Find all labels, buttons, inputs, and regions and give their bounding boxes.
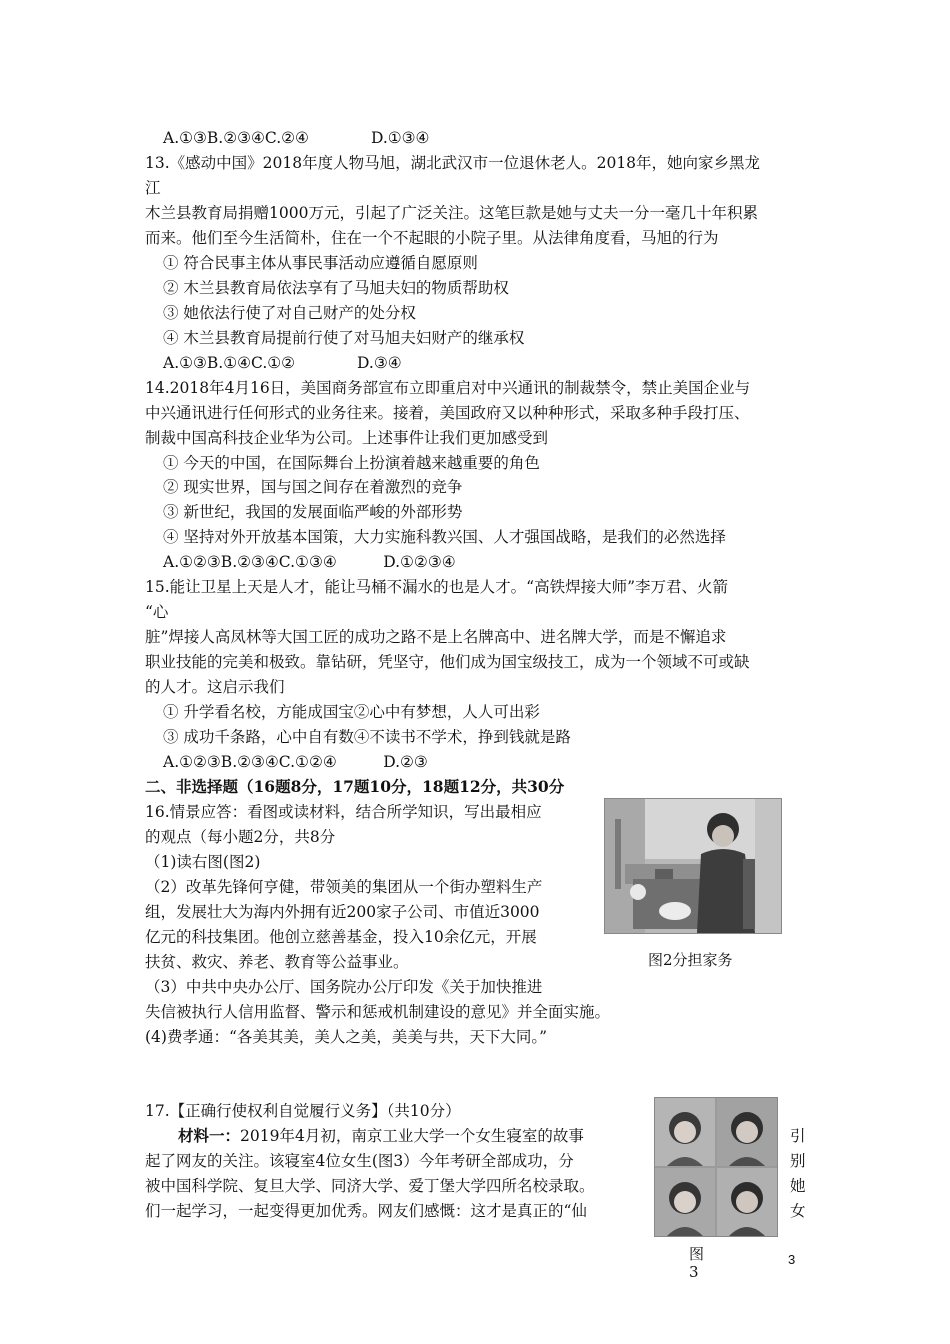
figure-3-caption-1: 图 bbox=[689, 1245, 705, 1263]
q14-stem-line: 14.2018年4月16日，美国商务部宣布立即重启对中兴通讯的制裁禁令，禁止美国企业与 bbox=[145, 379, 751, 397]
q13-item: ② 木兰县教育局依法享有了马旭夫妇的物质帮助权 bbox=[163, 279, 509, 297]
q16-line: 失信被执行人信用监督、警示和惩戒机制建设的意见》并全面实施。 bbox=[145, 1003, 611, 1021]
q14-item: ④ 坚持对外开放基本国策，大力实施科教兴国、人才强国战略，是我们的必然选择 bbox=[163, 528, 726, 546]
q13-item: ① 符合民事主体从事民事活动应遵循自愿原则 bbox=[163, 254, 478, 272]
figure-3-caption-2: 3 bbox=[689, 1263, 699, 1281]
q14-stem-line: 制裁中国高科技企业华为公司。上述事件让我们更加感受到 bbox=[145, 429, 549, 447]
q12-options: A.①③B.②③④C.②④ D.①③④ bbox=[163, 129, 430, 147]
q17-title: 17.【正确行使权利自觉履行义务】（共10分） bbox=[145, 1102, 461, 1120]
q15-stem-line: 职业技能的完美和极致。靠钻研，凭坚守，他们成为国宝级技工，成为一个领域不可或缺 bbox=[145, 653, 750, 671]
q17-wrap-char: 别 bbox=[790, 1152, 806, 1170]
q17-wrap-char: 她 bbox=[790, 1177, 806, 1195]
q15-stem-line: 15.能让卫星上天是人才，能让马桶不漏水的也是人才。“高铁焊接大师”李万君、火箭 bbox=[145, 578, 729, 596]
page-number: 3 bbox=[788, 1252, 796, 1267]
q15-options: A.①②③B.②③④C.①②④ D.②③ bbox=[163, 753, 428, 771]
q15-stem-line: “心 bbox=[145, 603, 169, 621]
q15-item: ① 升学看名校，方能成国宝②心中有梦想，人人可出彩 bbox=[163, 703, 540, 721]
q14-options: A.①②③B.②③④C.①③④ D.①②③④ bbox=[163, 553, 456, 571]
q13-item: ③ 她依法行使了对自己财产的处分权 bbox=[163, 304, 416, 322]
q13-item: ④ 木兰县教育局提前行使了对马旭夫妇财产的继承权 bbox=[163, 329, 525, 347]
q14-item: ③ 新世纪，我国的发展面临严峻的外部形势 bbox=[163, 503, 463, 521]
q16-line: （2）改革先锋何亨健，带领美的集团从一个街办塑料生产 bbox=[145, 878, 543, 896]
q15-item: ③ 成功千条路，心中自有数④不读书不学术，挣到钱就是路 bbox=[163, 728, 571, 746]
q17-material-line bbox=[178, 1126, 584, 1146]
figure-2-photo bbox=[604, 798, 782, 934]
q17-wrap-char: 引 bbox=[790, 1127, 806, 1145]
q16-line: 扶贫、救灾、养老、教育等公益事业。 bbox=[145, 953, 409, 971]
q13-stem-line: 13.《感动中国》2018年度人物马旭，湖北武汉市一位退休老人。2018年，她向家乡黑龙 bbox=[145, 154, 761, 172]
q17-line: 被中国科学院、复旦大学、同济大学、爱丁堡大学四所名校录取。 bbox=[145, 1177, 595, 1195]
q14-item: ① 今天的中国，在国际舞台上扮演着越来越重要的角色 bbox=[163, 454, 540, 472]
q13-stem-line: 江 bbox=[145, 179, 161, 197]
figure-3-photo bbox=[654, 1097, 778, 1237]
q14-item: ② 现实世界，国与国之间存在着激烈的竞争 bbox=[163, 478, 463, 496]
figure-2-caption: 图2分担家务 bbox=[648, 951, 733, 969]
q17-line: 们一起学习，一起变得更加优秀。网友们感慨：这才是真正的“仙 bbox=[145, 1202, 587, 1220]
q14-stem-line: 中兴通讯进行任何形式的业务往来。接着，美国政府又以种种形式，采取多种手段打压、 bbox=[145, 404, 750, 422]
q16-line: 的观点（每小题2分，共8分 bbox=[145, 828, 336, 846]
q16-line: 16.情景应答：看图或读材料，结合所学知识，写出最相应 bbox=[145, 803, 542, 821]
q13-stem-line: 而来。他们至今生活简朴，住在一个不起眼的小院子里。从法律角度看，马旭的行为 bbox=[145, 229, 719, 247]
q13-options: A.①③B.①④C.①② D.③④ bbox=[163, 354, 402, 372]
section-heading: 二、非选择题（16题8分，17题10分，18题12分，共30分 bbox=[145, 777, 565, 796]
q16-line: （3）中共中央办公厅、国务院办公厅印发《关于加快推进 bbox=[145, 978, 543, 996]
q16-line: 亿元的科技集团。他创立慈善基金，投入10余亿元，开展 bbox=[145, 928, 537, 946]
q17-line: 起了网友的关注。该寝室4位女生(图3）今年考研全部成功，分 bbox=[145, 1152, 574, 1170]
q13-stem-line: 木兰县教育局捐赠1000万元，引起了广泛关注。这笔巨款是她与丈夫一分一毫几十年积累 bbox=[145, 204, 758, 222]
q16-line: （1)读右图(图2) bbox=[145, 853, 261, 871]
material-label: 材料一： bbox=[178, 1126, 241, 1145]
q16-line: (4)费孝通：“各美其美，美人之美，美美与共，天下大同。” bbox=[145, 1028, 548, 1046]
q17-wrap-char: 女 bbox=[790, 1202, 806, 1220]
q15-stem-line: 的人才。这启示我们 bbox=[145, 678, 285, 696]
q17-text: 2019年4月初，南京工业大学一个女生寝室的故事 bbox=[240, 1127, 584, 1145]
q15-stem-line: 脏”焊接人高凤林等大国工匠的成功之路不是上名牌高中、进名牌大学，而是不懈追求 bbox=[145, 628, 727, 646]
q16-line: 组，发展壮大为海内外拥有近200家子公司、市值近3000 bbox=[145, 903, 540, 921]
